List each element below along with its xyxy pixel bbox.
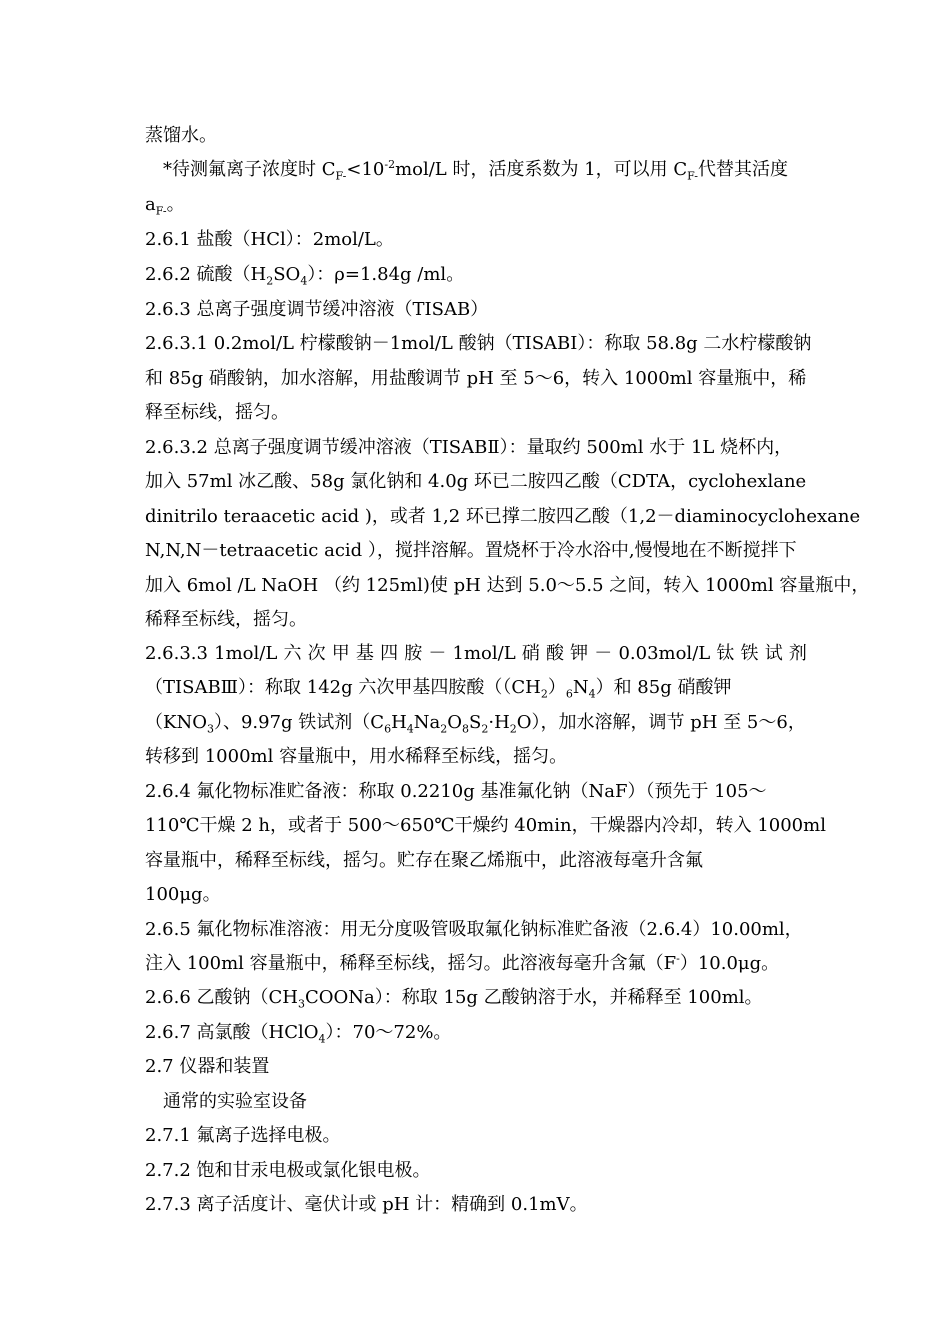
text-line-justified: 2.6.3.3 1mol/L 六 次 甲 基 四 胺 － 1mol/L 硝 酸 钾 － 0.03mol/L 钛 铁 试 剂 — [145, 643, 807, 664]
text-line: 2.6.1 盐酸（HCl）：2mol/L。 — [145, 229, 394, 250]
text-line: 2.7.3 离子活度计、毫伏计或 pH 计：精确到 0.1mV。 — [145, 1194, 588, 1215]
text-line: 转移到 1000ml 容量瓶中，用水稀释至标线，摇匀。 — [145, 746, 568, 767]
text-line: （TISABⅢ）：称取 142g 六次甲基四胺酸$((CH_2)_6N_4)$和 85g 硝酸钾 — [145, 677, 732, 701]
text-line: 加入 57ml 冰乙酸、58g 氯化钠和 4.0g 环已二胺四乙酸（CDTA，cyclohexlane — [145, 471, 807, 492]
text-line: *待测氟离子浓度时 $C_{F-}<10^{-2}mol/L$ 时，活度系数为 1，可以用 $C_{F-}$代替其活度 — [163, 158, 789, 183]
text-line: 2.6.5 氟化物标准溶液：用无分度吸管吸取氟化钠标准贮备液（2.6.4）10.00ml， — [145, 919, 803, 940]
text-line: 蒸馏水。 — [145, 125, 217, 146]
text-line: dinitrilo teraacetic acid )，或者 1,2 环已撑二胺四乙酸（1,2－diaminocyclohexane — [145, 506, 861, 527]
text-line: N,N,N－tetraacetic acid ），搅拌溶解。置烧杯于冷水浴中,慢慢地在不断搅拌下 — [145, 540, 797, 561]
text-line: 2.6.3.2 总离子强度调节缓冲溶液（TISABⅡ）：量取约 500ml 水于 1L 烧杯内， — [145, 437, 793, 458]
text-line: 2.6.7 高氯酸（HClO$_4$）：70～72%。 — [145, 1022, 452, 1046]
text-line: $(KNO_3)$、9.97g 铁试剂$(C_6H_4Na_2O_8S_2\cdot H_2O)$，加水溶解，调节 pH 至 5～6， — [145, 712, 806, 736]
text-line: 110℃干燥 2 h，或者于 500～650℃干燥约 40min，干燥器内冷却，转入 1000ml — [145, 815, 826, 836]
text-line: 2.6.3.1 0.2mol/L 柠檬酸钠－1mol/L 酸钠（TISABⅠ）：称取 58.8g 二水柠檬酸钠 — [145, 333, 812, 354]
text-line: 2.6.4 氟化物标准贮备液：称取 0.2210g 基准氟化钠（NaF）（预先于 105～ — [145, 781, 767, 802]
text-line: 2.6.6 乙酸钠$(CH_3COONa)$：称取 15g 乙酸钠溶于水，并稀释至 100ml。 — [145, 987, 763, 1011]
text-line: 100μg。 — [145, 884, 221, 905]
text-line: $a_{F-}$。 — [145, 194, 185, 218]
text-line: 容量瓶中，稀释至标线，摇匀。贮存在聚乙烯瓶中，此溶液每毫升含氟 — [145, 850, 703, 871]
text-line: 注入 100ml 容量瓶中，稀释至标线，摇匀。此溶液每毫升含氟（F-）10.0μg。 — [145, 952, 780, 974]
text-line: 2.6.2 硫酸$(H_2SO_4)$：ρ=1.84g /ml。 — [145, 264, 465, 288]
text-line: 2.7.1 氟离子选择电极。 — [145, 1125, 341, 1146]
section-heading: 2.7 仪器和装置 — [145, 1056, 270, 1077]
text-line: 释至标线，摇匀。 — [145, 402, 289, 423]
text-line: 加入 6mol /L NaOH （约 125ml)使 pH 达到 5.0～5.5 之间，转入 1000ml 容量瓶中， — [145, 575, 870, 596]
text-line: 2.6.3 总离子强度调节缓冲溶液（TISAB） — [145, 299, 489, 320]
text-line: 稀释至标线，摇匀。 — [145, 609, 307, 630]
text-line: 通常的实验室设备 — [163, 1091, 307, 1112]
text-line: 和 85g 硝酸钠，加水溶解，用盐酸调节 pH 至 5～6，转入 1000ml 容量瓶中，稀 — [145, 368, 807, 389]
text-line: 2.7.2 饱和甘汞电极或氯化银电极。 — [145, 1160, 431, 1181]
